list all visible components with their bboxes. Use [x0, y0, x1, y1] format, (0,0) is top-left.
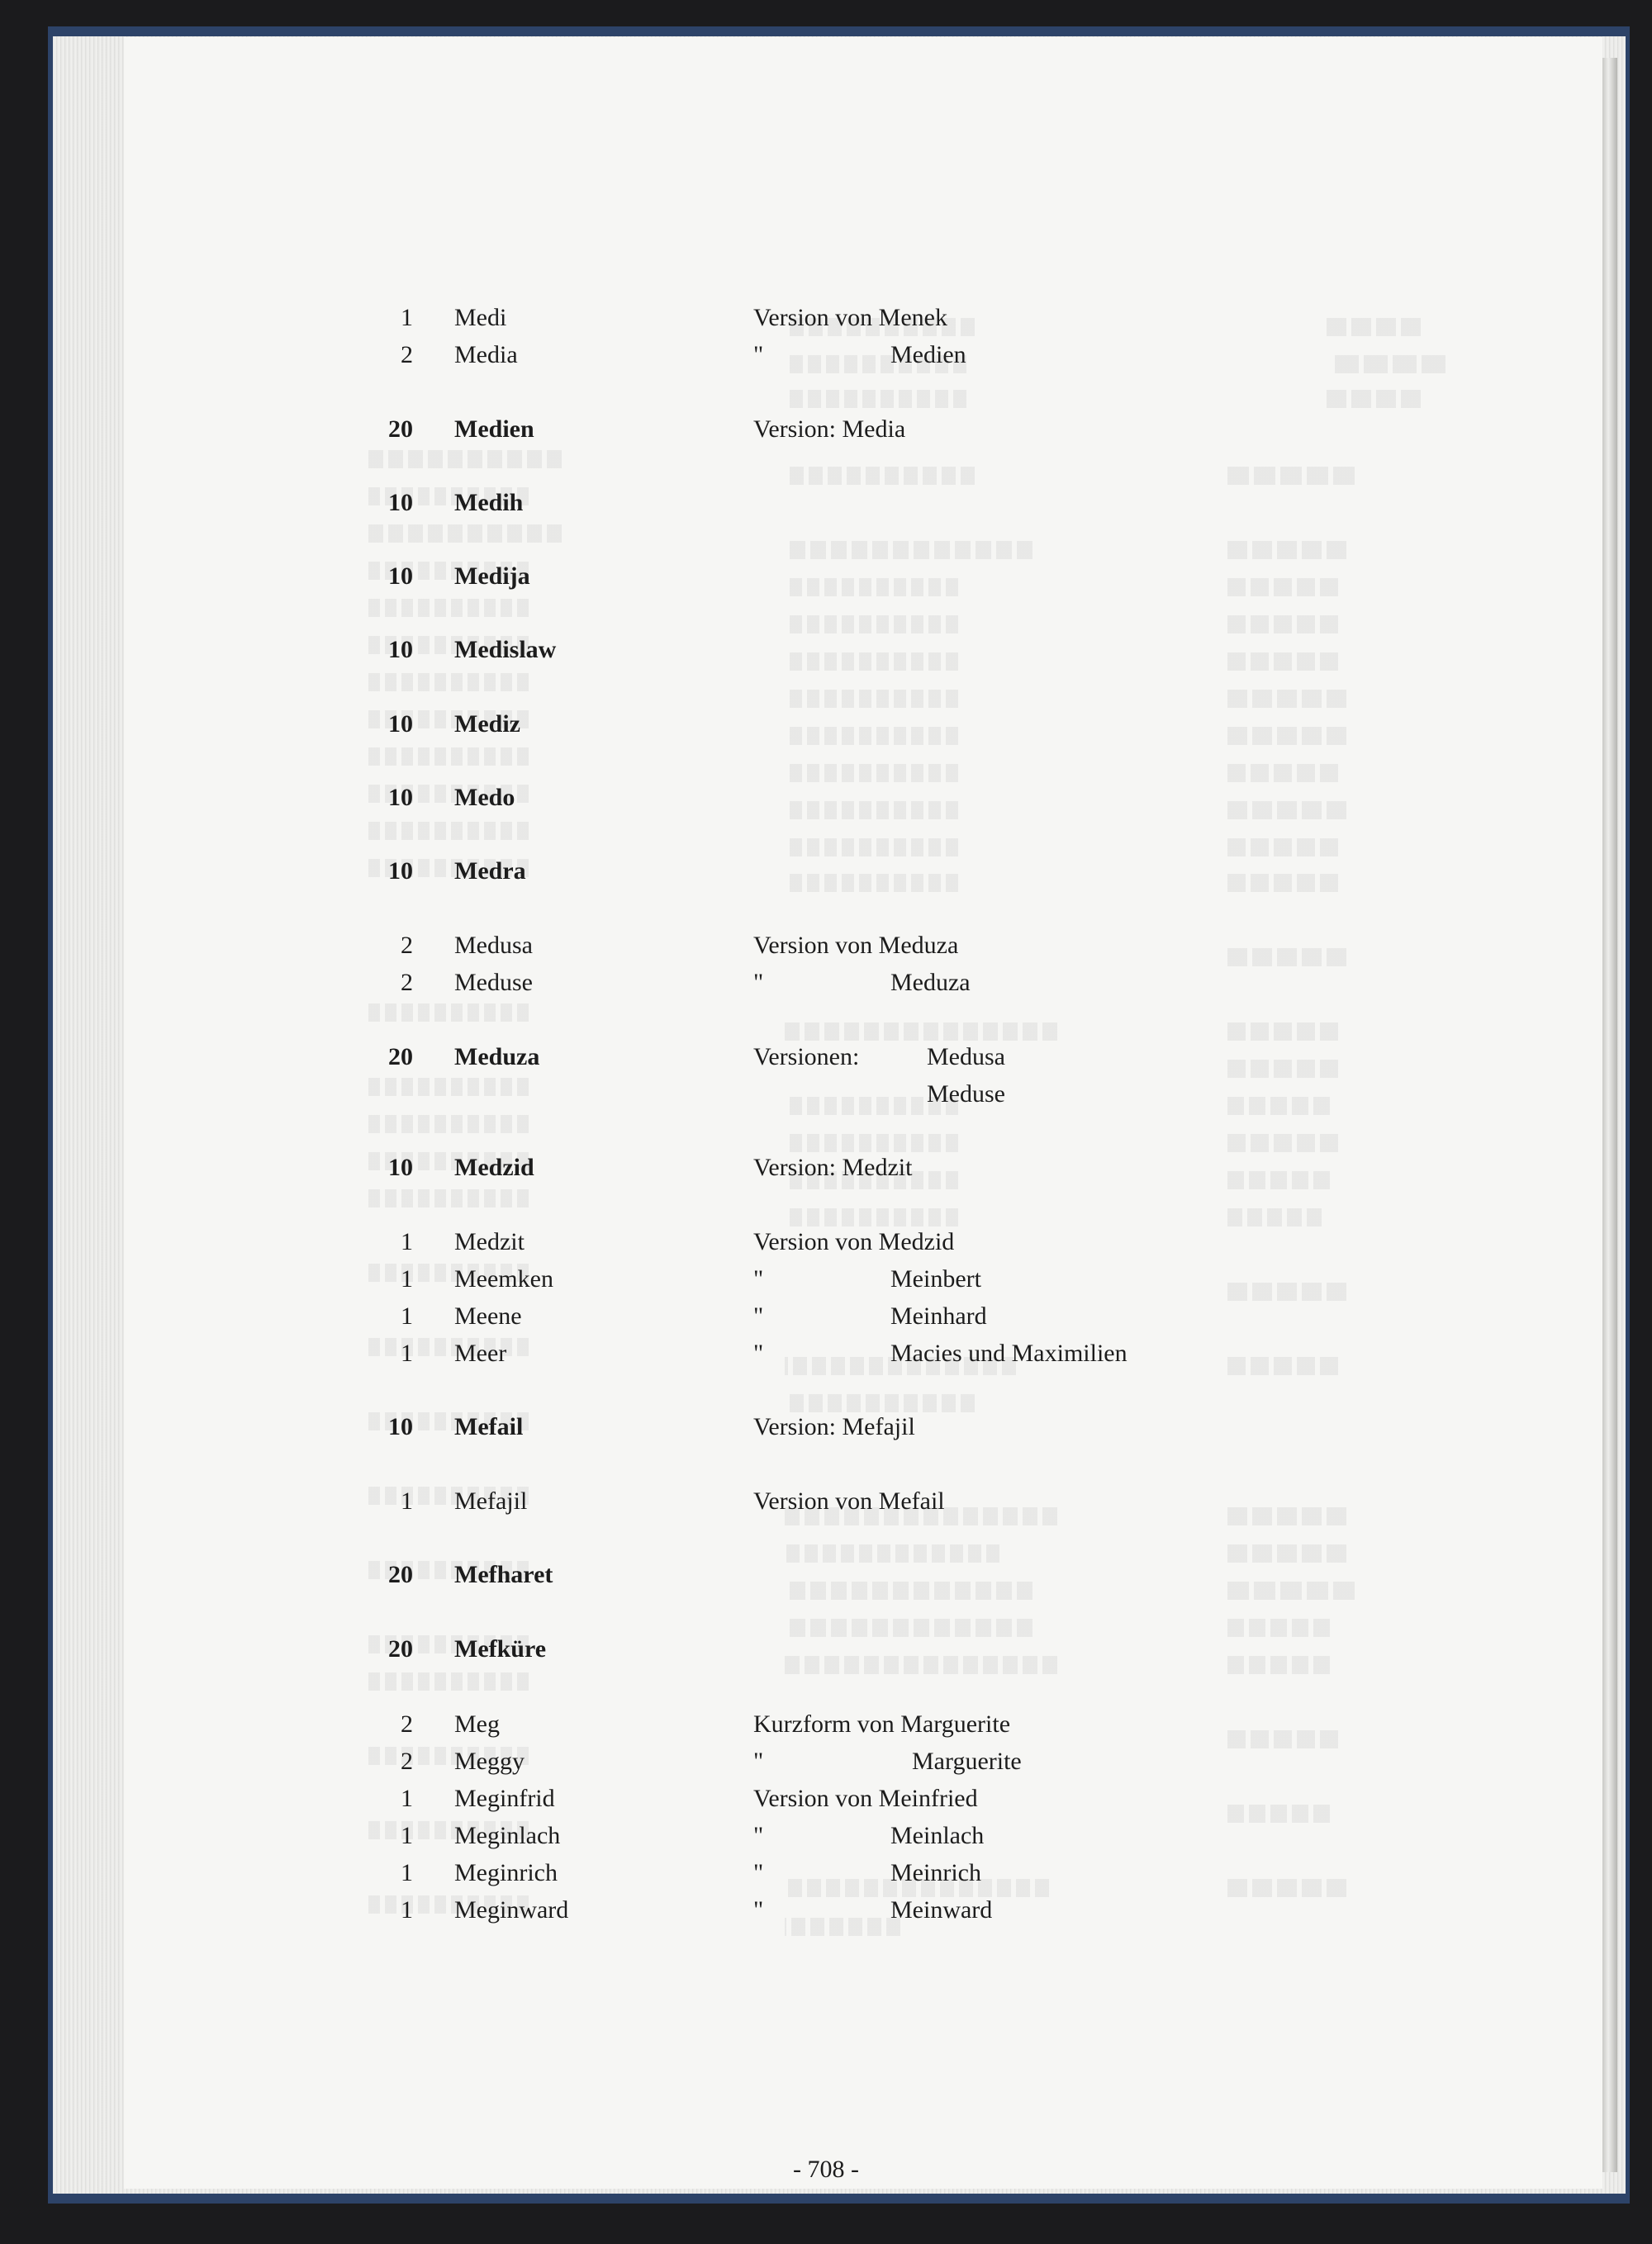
- entry-name: Medislaw: [454, 636, 557, 663]
- entry-name: Meer: [454, 1340, 507, 1367]
- entry-info: Kurzform von Marguerite: [753, 1710, 1011, 1738]
- entry-count: 10: [388, 1413, 413, 1440]
- entry-target: Macies und Maximilien: [890, 1340, 1127, 1367]
- entry-name: Meg: [454, 1710, 500, 1738]
- entry-count: 10: [388, 1154, 413, 1181]
- entry-count: 10: [388, 562, 413, 590]
- entry-name: Medusa: [454, 932, 533, 959]
- entry-name: Mefharet: [454, 1561, 553, 1588]
- entry-name: Media: [454, 341, 518, 368]
- entry-name: Meduse: [454, 969, 533, 996]
- entry-target: Meinward: [890, 1896, 993, 1924]
- entry-target: Meinlach: [890, 1822, 985, 1849]
- entry-info: Version: Medzit: [753, 1154, 913, 1181]
- list-item: [0, 1226, 1652, 1259]
- entry-count: 2: [401, 932, 413, 959]
- entry-info: Version: Mefajil: [753, 1413, 915, 1440]
- entry-count: 1: [401, 1859, 413, 1886]
- entry-count: 10: [388, 784, 413, 811]
- entry-name: Meene: [454, 1302, 522, 1330]
- entry-name: Meduza: [454, 1043, 540, 1070]
- entry-info: Version von Mefail: [753, 1487, 945, 1515]
- list-item: [0, 1078, 1652, 1111]
- entry-target: Meinhard: [890, 1302, 987, 1330]
- list-item: [0, 1857, 1652, 1890]
- entry-target: Meduza: [890, 969, 971, 996]
- list-item: [0, 1300, 1652, 1333]
- entry-count: 1: [401, 1265, 413, 1293]
- list-item: [0, 1411, 1652, 1444]
- entry-count: 10: [388, 636, 413, 663]
- entry-name: Medi: [454, 304, 507, 331]
- list-item: [0, 708, 1652, 741]
- list-item: [0, 1633, 1652, 1666]
- entry-name: Medo: [454, 784, 515, 811]
- list-item: [0, 1263, 1652, 1296]
- entry-info: Version von Meinfried: [753, 1785, 978, 1812]
- entry-info: ": [753, 1302, 764, 1330]
- list-item: [0, 1819, 1652, 1853]
- entry-count: 10: [388, 489, 413, 516]
- entry-info: ": [753, 1748, 764, 1775]
- entry-info: ": [753, 1822, 764, 1849]
- entry-name: Meemken: [454, 1265, 553, 1293]
- entry-count: 10: [388, 710, 413, 738]
- entry-count: 20: [388, 415, 413, 443]
- entry-target: Marguerite: [912, 1748, 1022, 1775]
- list-item: [0, 560, 1652, 593]
- entry-info: ": [753, 1265, 764, 1293]
- list-item: [0, 1894, 1652, 1927]
- list-item: [0, 413, 1652, 446]
- page-number: - 708 -: [793, 2156, 859, 2183]
- entry-count: 1: [401, 304, 413, 331]
- entry-name: Medzid: [454, 1154, 534, 1181]
- list-item: [0, 1485, 1652, 1518]
- entry-name: Mefail: [454, 1413, 524, 1440]
- entry-name: Meginrich: [454, 1859, 558, 1886]
- list-item: [0, 1337, 1652, 1370]
- entry-count: 10: [388, 857, 413, 885]
- entry-info: ": [753, 1340, 764, 1367]
- entry-info: ": [753, 969, 764, 996]
- entry-name: Medih: [454, 489, 524, 516]
- list-item: [0, 1708, 1652, 1741]
- entry-info: Version: Media: [753, 415, 906, 443]
- entry-target: Meduse: [927, 1080, 1005, 1108]
- entry-info: Version von Medzid: [753, 1228, 955, 1255]
- entry-name: Meginlach: [454, 1822, 561, 1849]
- entry-name: Meggy: [454, 1748, 525, 1775]
- entry-count: 1: [401, 1228, 413, 1255]
- entry-target: Medusa: [927, 1043, 1005, 1070]
- entry-count: 2: [401, 969, 413, 996]
- list-item: [0, 1558, 1652, 1592]
- entry-count: 2: [401, 341, 413, 368]
- entry-target: Meinbert: [890, 1265, 981, 1293]
- entry-count: 1: [401, 1302, 413, 1330]
- entry-count: 1: [401, 1822, 413, 1849]
- entry-info: ": [753, 1859, 764, 1886]
- list-item: [0, 929, 1652, 962]
- entry-name: Medija: [454, 562, 530, 590]
- entry-count: 2: [401, 1710, 413, 1738]
- entry-count: 2: [401, 1748, 413, 1775]
- entry-name: Mediz: [454, 710, 520, 738]
- list-item: [0, 1782, 1652, 1815]
- entry-info: ": [753, 1896, 764, 1924]
- list-item: [0, 1041, 1652, 1074]
- entry-info: Version von Meduza: [753, 932, 959, 959]
- entry-name: Mefajil: [454, 1487, 528, 1515]
- list-item: [0, 1745, 1652, 1778]
- entry-info: Version von Menek: [753, 304, 947, 331]
- list-item: [0, 1151, 1652, 1184]
- entry-target: Meinrich: [890, 1859, 981, 1886]
- entry-info: ": [753, 341, 764, 368]
- entry-count: 1: [401, 1785, 413, 1812]
- entry-count: 1: [401, 1340, 413, 1367]
- entry-name: Medzit: [454, 1228, 525, 1255]
- list-item: [0, 781, 1652, 814]
- entry-count: 1: [401, 1896, 413, 1924]
- entry-info: Versionen:: [753, 1043, 860, 1070]
- list-item: [0, 966, 1652, 999]
- list-item: [0, 301, 1652, 334]
- list-item: [0, 339, 1652, 372]
- entry-name: Mefküre: [454, 1635, 547, 1663]
- entry-count: 20: [388, 1043, 413, 1070]
- list-item: [0, 633, 1652, 667]
- entry-name: Meginfrid: [454, 1785, 555, 1812]
- entry-count: 1: [401, 1487, 413, 1515]
- entry-count: 20: [388, 1635, 413, 1663]
- entry-count: 20: [388, 1561, 413, 1588]
- list-item: [0, 855, 1652, 888]
- entry-target: Medien: [890, 341, 966, 368]
- list-item: [0, 486, 1652, 519]
- entry-name: Medra: [454, 857, 526, 885]
- entry-name: Meginward: [454, 1896, 569, 1924]
- entry-name: Medien: [454, 415, 534, 443]
